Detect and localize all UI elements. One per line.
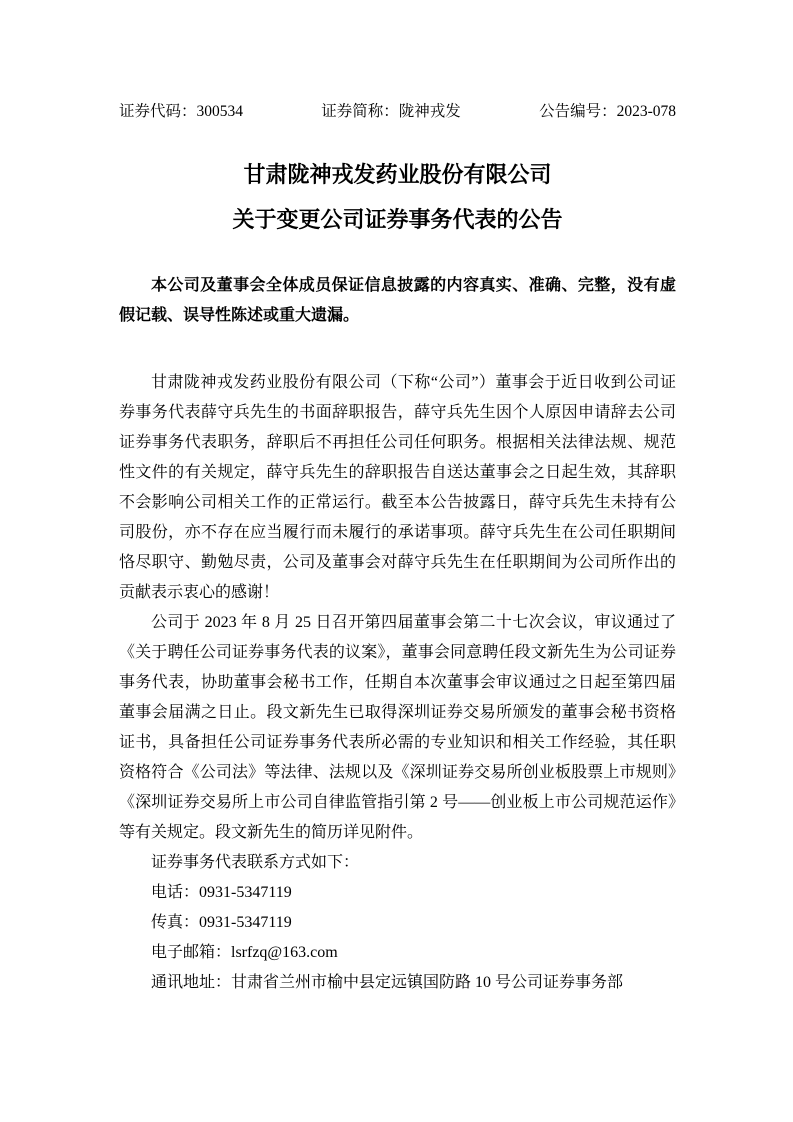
disclaimer-statement: 本公司及董事会全体成员保证信息披露的内容真实、准确、完整，没有虚假记载、误导性陈述或重大遗漏。 — [119, 277, 676, 324]
appointment-paragraph: 公司于 2023 年 8 月 25 日召开第四届董事会第二十七次会议，审议通过了《关于聘任公司证券事务代表的议案》，董事会同意聘任段文新先生为公司证券事务代表，协助董事会秘书工作，任期自本次董事会审议通过之日起至第四届董事会届满之日止。段文新先生已取得深圳证券交易所颁发的董事会秘书资格证书，具备担任公司证券事务代表所必需的专业知识和相关工作经验，其任职资格符合《公司法》等法律、法规以及《深圳证券交易所创业板股票上市规则》《深圳证券交易所上市公司自律监管指引第 2 号——创业板上市公司规范运作》等有关规定。段文新先生的简历详见附件。 — [119, 614, 676, 841]
contact-intro-line: 证券事务代表联系方式如下： — [151, 854, 360, 871]
contact-phone-line: 电话：0931-5347119 — [151, 884, 292, 901]
contact-address-line: 通讯地址：甘肃省兰州市榆中县定远镇国防路 10 号公司证券事务部 — [151, 974, 624, 991]
contact-fax-line: 传真：0931-5347119 — [151, 914, 292, 931]
announcement-number: 公告编号：2023-078 — [539, 103, 676, 120]
stock-code: 证券代码：300534 — [119, 103, 244, 120]
company-name-title-line: 甘肃陇神戎发药业股份有限公司 — [243, 162, 552, 187]
stock-short-name: 证券简称：陇神戎发 — [321, 103, 461, 120]
resignation-paragraph: 甘肃陇神戎发药业股份有限公司（下称“公司”）董事会于近日收到公司证券事务代表薛守兵先生的书面辞职报告，薛守兵先生因个人原因申请辞去公司证券事务代表职务，辞职后不再担任公司任何职务。根据相关法律法规、规范性文件的有关规定，薛守兵先生的辞职报告自送达董事会之日起生效，其辞职不会影响公司相关工作的正常运行。截至本公告披露日，薛守兵先生未持有公司股份，亦不存在应当履行而未履行的承诺事项。薛守兵先生在公司任职期间恪尽职守、勤勉尽责，公司及董事会对薛守兵先生在任职期间为公司所作出的贡献表示衷心的感谢！ — [119, 374, 676, 601]
document-header — [119, 102, 676, 122]
contact-email-line: 电子邮箱：lsrfzq@163.com — [151, 944, 338, 961]
announcement-subject-title-line: 关于变更公司证券事务代表的公告 — [232, 207, 563, 232]
document-title — [119, 152, 676, 242]
